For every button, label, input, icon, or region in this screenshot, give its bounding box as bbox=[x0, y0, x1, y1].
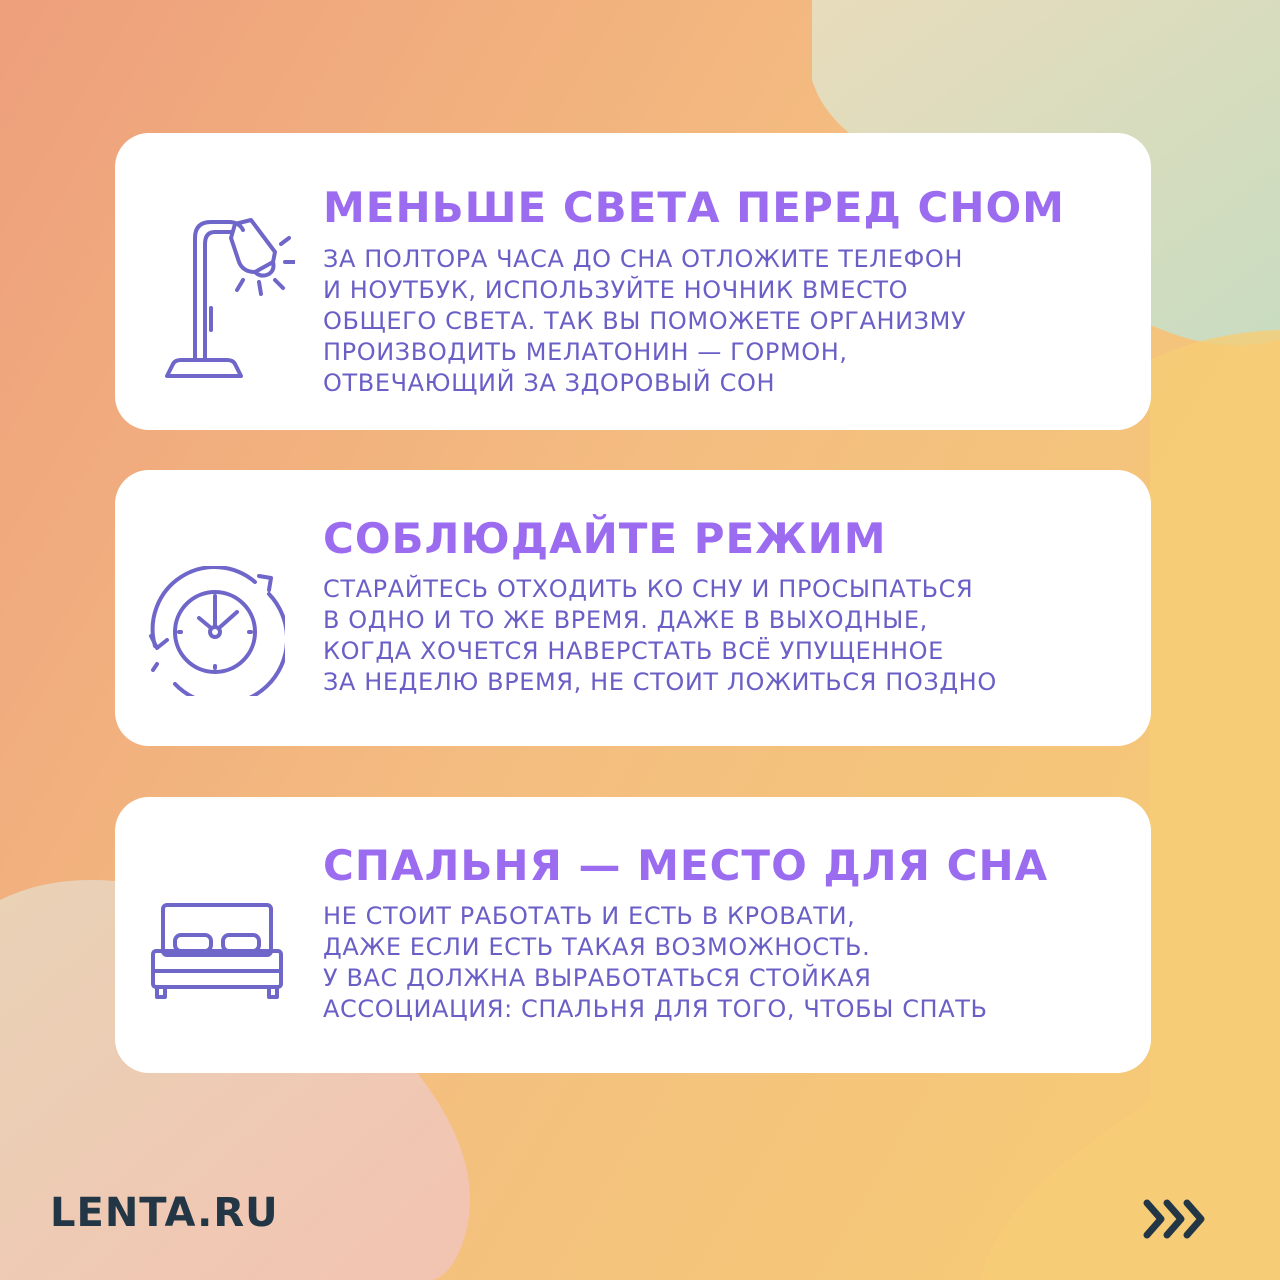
clock-cycle-icon bbox=[145, 566, 285, 696]
bed-icon bbox=[145, 901, 295, 1011]
tip-card-less-light bbox=[115, 133, 1151, 430]
lenta-logo[interactable]: LΕNTA.RU bbox=[50, 1190, 279, 1236]
card-description bbox=[323, 901, 988, 1025]
chevrons-right-icon[interactable] bbox=[1141, 1197, 1211, 1241]
description-line: АССОЦИАЦИЯ: СПАЛЬНЯ ДЛЯ ТОГО, ЧТОБЫ СПАТЬ bbox=[323, 995, 988, 1023]
description-line: СТАРАЙТЕСЬ ОТХОДИТЬ КО СНУ И ПРОСЫПАТЬСЯ bbox=[323, 575, 974, 603]
card-title: МЕНЬШЕ СВЕТА ПЕРЕД СНОМ bbox=[323, 183, 1065, 232]
card-title: СПАЛЬНЯ — МЕСТО ДЛЯ СНА bbox=[323, 841, 1049, 890]
description-line: КОГДА ХОЧЕТСЯ НАВЕРСТАТЬ ВСЁ УПУЩЕННОЕ bbox=[323, 637, 944, 665]
card-description bbox=[323, 244, 966, 399]
description-line: НЕ СТОИТ РАБОТАТЬ И ЕСТЬ В КРОВАТИ, bbox=[323, 902, 856, 930]
description-line: ОБЩЕГО СВЕТА. ТАК ВЫ ПОМОЖЕТЕ ОРГАНИЗМУ bbox=[323, 307, 967, 335]
tip-card-keep-schedule bbox=[115, 470, 1151, 746]
card-title: СОБЛЮДАЙТЕ РЕЖИМ bbox=[323, 514, 887, 563]
description-line: ОТВЕЧАЮЩИЙ ЗА ЗДОРОВЫЙ СОН bbox=[323, 369, 776, 397]
description-line: У ВАС ДОЛЖНА ВЫРАБОТАТЬСЯ СТОЙКАЯ bbox=[323, 964, 872, 992]
description-line: И НОУТБУК, ИСПОЛЬЗУЙТЕ НОЧНИК ВМЕСТО bbox=[323, 276, 909, 304]
card-description bbox=[323, 574, 997, 698]
lamp-icon bbox=[155, 218, 295, 378]
tip-card-bedroom-for-sleep bbox=[115, 797, 1151, 1073]
description-line: ЗА НЕДЕЛЮ ВРЕМЯ, НЕ СТОИТ ЛОЖИТЬСЯ ПОЗДНО bbox=[323, 668, 997, 696]
description-line: В ОДНО И ТО ЖЕ ВРЕМЯ. ДАЖЕ В ВЫХОДНЫЕ, bbox=[323, 606, 928, 634]
description-line: ДАЖЕ ЕСЛИ ЕСТЬ ТАКАЯ ВОЗМОЖНОСТЬ. bbox=[323, 933, 871, 961]
description-line: ПРОИЗВОДИТЬ МЕЛАТОНИН — ГОРМОН, bbox=[323, 338, 848, 366]
description-line: ЗА ПОЛТОРА ЧАСА ДО СНА ОТЛОЖИТЕ ТЕЛЕФОН bbox=[323, 245, 964, 273]
